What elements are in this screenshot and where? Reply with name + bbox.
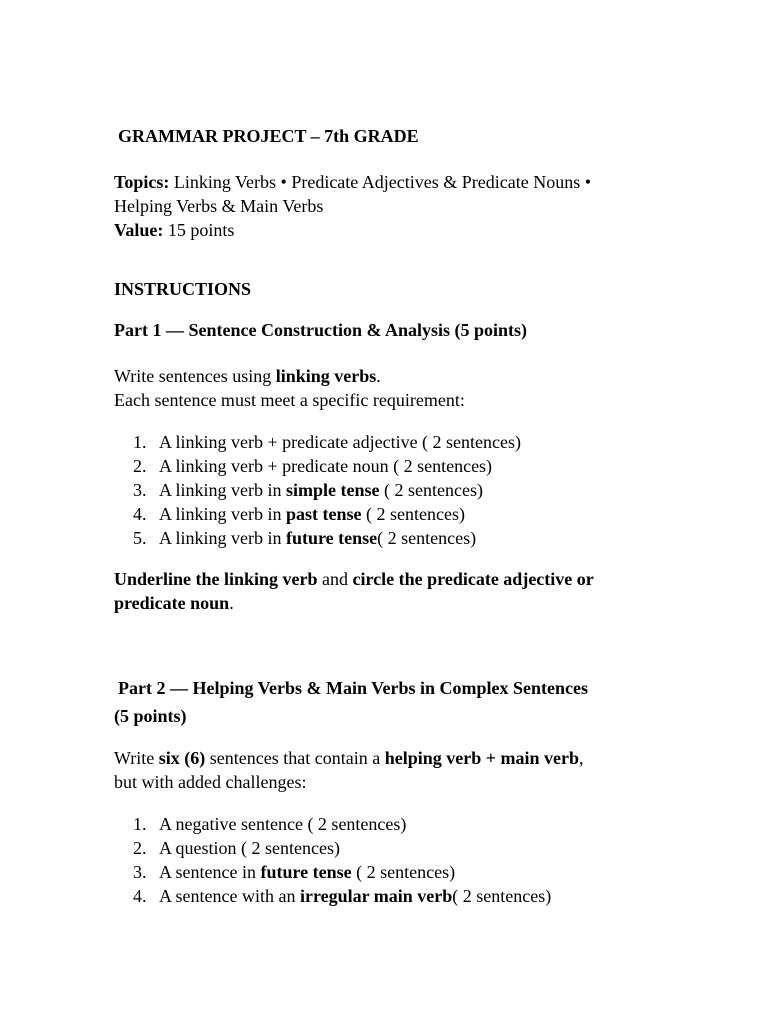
list-item xyxy=(114,860,551,884)
list-item-number: 1. xyxy=(133,432,147,452)
list-item-text: A linking verb + predicate noun ( 2 sentences) xyxy=(159,456,493,476)
note-bold-predicate-noun: predicate noun xyxy=(114,593,230,613)
part2-intro-line2: but with added challenges: xyxy=(114,772,307,792)
list-item-bold: future tense xyxy=(260,862,352,882)
list-item-post: ( 2 sentences) xyxy=(377,528,477,548)
value-text: 15 points xyxy=(163,220,235,240)
part1-note-line1 xyxy=(114,567,674,591)
part1-intro-post: . xyxy=(376,366,381,386)
list-item-number: 4. xyxy=(133,504,147,524)
note-mid: and xyxy=(317,569,353,589)
list-item-bold: simple tense xyxy=(286,480,380,500)
list-item-bold: irregular main verb xyxy=(299,886,453,906)
part1-intro-line1 xyxy=(114,364,674,388)
part2-intro-mid: sentences that contain a xyxy=(205,748,385,768)
part2-heading xyxy=(114,674,674,730)
list-item-post: ( 2 sentences) xyxy=(452,886,552,906)
topics-line2: Helping Verbs & Main Verbs xyxy=(114,196,324,216)
list-item-text: A sentence with an xyxy=(159,886,300,906)
list-item-number: 2. xyxy=(133,456,147,476)
list-item-number: 1. xyxy=(133,814,147,834)
part1-intro-pre: Write sentences using xyxy=(114,366,276,386)
list-item-post: ( 2 sentences) xyxy=(351,862,456,882)
list-item-text: A linking verb in xyxy=(159,504,286,524)
list-item xyxy=(114,430,521,454)
part2-intro-pre: Write xyxy=(114,748,159,768)
list-item xyxy=(114,502,521,526)
part2-heading-line2: (5 points) xyxy=(114,706,187,726)
value-line xyxy=(114,218,674,242)
list-item xyxy=(114,884,551,908)
list-item-number: 2. xyxy=(133,838,147,858)
part1-note xyxy=(114,567,674,615)
part1-intro-line2: Each sentence must meet a specific requirement: xyxy=(114,390,465,410)
topics-line xyxy=(114,170,674,194)
list-item-text: A linking verb + predicate adjective ( 2 sentences) xyxy=(159,432,522,452)
part2-intro xyxy=(114,746,674,794)
document-title: GRAMMAR PROJECT – 7th GRADE xyxy=(118,126,419,146)
part2-intro-line1 xyxy=(114,746,674,770)
list-item-text: A negative sentence ( 2 sentences) xyxy=(159,814,407,834)
part2-intro-bold-verbs: helping verb + main verb xyxy=(384,748,579,768)
topics-label: Topics: xyxy=(114,172,170,192)
part2-heading-line1: Part 2 — Helping Verbs & Main Verbs in Complex Sentences xyxy=(118,678,589,698)
note-bold-circle: circle the predicate adjective or xyxy=(352,569,594,589)
part2-intro-bold-count: six (6) xyxy=(158,748,206,768)
list-item-text: A question ( 2 sentences) xyxy=(159,838,340,858)
list-item-text: A sentence in xyxy=(159,862,261,882)
part1-intro xyxy=(114,364,674,412)
list-item-text: A linking verb in xyxy=(159,528,286,548)
instructions-heading: INSTRUCTIONS xyxy=(114,279,252,299)
list-item xyxy=(114,836,551,860)
part1-intro-bold: linking verbs xyxy=(275,366,377,386)
note-end: . xyxy=(229,593,234,613)
list-item-text: A linking verb in xyxy=(159,480,286,500)
topics-line1: Linking Verbs • Predicate Adjectives & Predicate Nouns • xyxy=(169,172,592,192)
value-label: Value: xyxy=(114,220,164,240)
topics-block xyxy=(114,170,674,242)
list-item xyxy=(114,526,521,550)
list-item-post: ( 2 sentences) xyxy=(361,504,465,524)
list-item-post: ( 2 sentences) xyxy=(379,480,483,500)
list-item-number: 3. xyxy=(133,480,147,500)
list-item-bold: past tense xyxy=(286,504,362,524)
part1-note-line2 xyxy=(114,591,674,615)
list-item-number: 5. xyxy=(133,528,147,548)
part1-heading: Part 1 — Sentence Construction & Analysis (5 points) xyxy=(114,320,527,340)
list-item-number: 4. xyxy=(133,886,147,906)
list-item xyxy=(114,478,521,502)
list-item xyxy=(114,812,551,836)
part2-list xyxy=(114,812,551,908)
list-item-number: 3. xyxy=(133,862,147,882)
part2-intro-post: , xyxy=(578,748,584,768)
list-item-bold: future tense xyxy=(286,528,378,548)
list-item xyxy=(114,454,521,478)
note-bold-underline: Underline the linking verb xyxy=(114,569,318,589)
part1-list xyxy=(114,430,521,550)
